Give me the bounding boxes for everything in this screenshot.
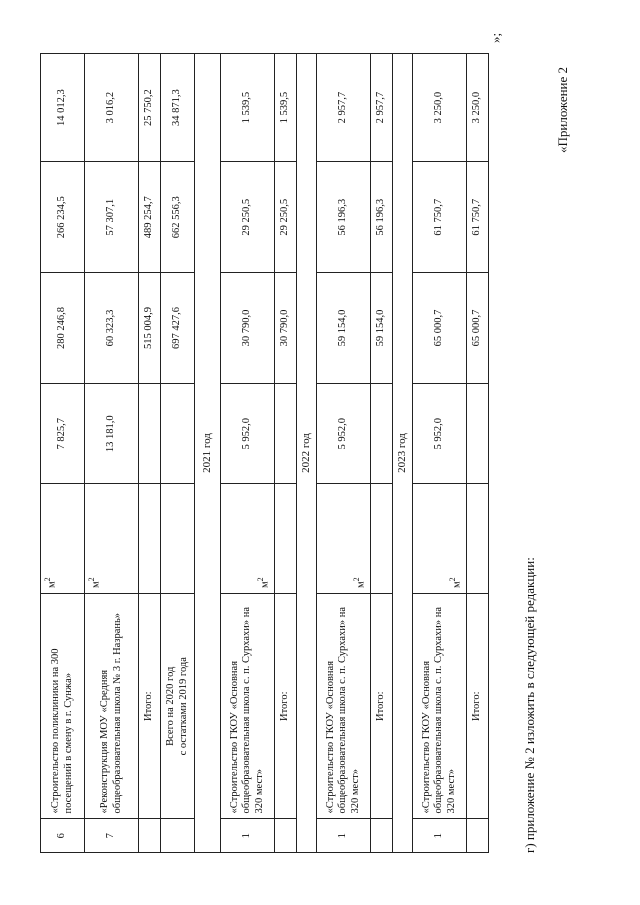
unit-cell: $м^2$	[85, 484, 139, 594]
grand-total-label: Всего на 2020 год с остатками 2019 года	[161, 593, 195, 819]
unit-cell: $м^2$	[221, 484, 275, 594]
table-row	[413, 54, 467, 853]
table-row	[85, 54, 139, 853]
federal-cost-cell: 29 250,5	[275, 162, 297, 273]
regional-cost-cell: 3 016,2	[85, 54, 139, 162]
total-cost-cell: 65 000,7	[467, 273, 489, 384]
regional-cost-cell: 2 957,7	[371, 54, 393, 162]
row-number: 6	[41, 819, 85, 853]
total-cost-cell: 697 427,6	[161, 273, 195, 384]
object-name: «Строительство ГКОУ «Основная общеобразовательная школа с. п. Сурхахи» на 320 мест»	[317, 593, 371, 819]
federal-cost-cell: 61 750,7	[413, 162, 467, 273]
row-number: 1	[317, 819, 371, 853]
federal-cost-cell: 57 307,1	[85, 162, 139, 273]
total-cost-cell: 30 790,0	[221, 273, 275, 384]
federal-cost-cell: 56 196,3	[317, 162, 371, 273]
total-cost-cell: 65 000,7	[413, 273, 467, 384]
unit-cell: $м^2$	[413, 484, 467, 594]
closing-mark: »;	[488, 32, 503, 43]
federal-cost-cell: 266 234,5	[41, 162, 85, 273]
total-row	[275, 54, 297, 853]
table-row	[221, 54, 275, 853]
year-label: 2023 год	[393, 54, 413, 853]
total-row	[139, 54, 161, 853]
total-label: Итого:	[275, 593, 297, 819]
capacity-cell: 5 952,0	[221, 383, 275, 484]
object-name: «Строительство ГКОУ «Основная общеобразовательная школа с. п. Сурхахи» на 320 мест»	[221, 593, 275, 819]
year-header-row	[393, 54, 413, 853]
regional-cost-cell: 34 871,3	[161, 54, 195, 162]
capacity-cell: 5 952,0	[413, 383, 467, 484]
table-row	[317, 54, 371, 853]
total-cost-cell: 30 790,0	[275, 273, 297, 384]
row-number: 7	[85, 819, 139, 853]
total-label: Итого:	[139, 593, 161, 819]
regional-cost-cell: 3 250,0	[413, 54, 467, 162]
year-label: 2021 год	[195, 54, 221, 853]
row-number: 1	[413, 819, 467, 853]
total-cost-cell: 59 154,0	[317, 273, 371, 384]
unit-cell: $м^2$	[317, 484, 371, 594]
total-label: Итого:	[467, 593, 489, 819]
regional-cost-cell: 2 957,7	[317, 54, 371, 162]
regional-cost-cell: 14 012,3	[41, 54, 85, 162]
total-row	[467, 54, 489, 853]
investment-table	[40, 53, 489, 853]
object-name: «Реконструкция МОУ «Средняя общеобразовательная школа № 3 г. Назрань»	[85, 593, 139, 819]
grand-total-row	[161, 54, 195, 853]
federal-cost-cell: 489 254,7	[139, 162, 161, 273]
year-header-row	[297, 54, 317, 853]
total-cost-cell: 280 246,8	[41, 273, 85, 384]
capacity-cell: 7 825,7	[41, 383, 85, 484]
federal-cost-cell: 61 750,7	[467, 162, 489, 273]
total-row	[371, 54, 393, 853]
object-name: «Строительство ГКОУ «Основная общеобразовательная школа с. п. Сурхахи» на 320 мест»	[413, 593, 467, 819]
regional-cost-cell: 1 539,5	[221, 54, 275, 162]
row-number: 1	[221, 819, 275, 853]
total-cost-cell: 515 004,9	[139, 273, 161, 384]
appendix-heading: «Приложение 2	[555, 66, 570, 153]
amendment-instruction: г) приложение № 2 изложить в следующей редакции:	[522, 557, 537, 853]
year-header-row	[195, 54, 221, 853]
capacity-cell: 13 181,0	[85, 383, 139, 484]
regional-cost-cell: 1 539,5	[275, 54, 297, 162]
total-cost-cell: 60 323,3	[85, 273, 139, 384]
year-label: 2022 год	[297, 54, 317, 853]
capacity-cell: 5 952,0	[317, 383, 371, 484]
federal-cost-cell: 662 556,3	[161, 162, 195, 273]
regional-cost-cell: 3 250,0	[467, 54, 489, 162]
total-label: Итого:	[371, 593, 393, 819]
regional-cost-cell: 25 750,2	[139, 54, 161, 162]
total-cost-cell: 59 154,0	[371, 273, 393, 384]
federal-cost-cell: 56 196,3	[371, 162, 393, 273]
table-row	[41, 54, 85, 853]
federal-cost-cell: 29 250,5	[221, 162, 275, 273]
object-name: «Строительство поликлиники на 300 посещений в смену в г. Сунжа»	[41, 593, 85, 819]
unit-cell: $м^2$	[41, 484, 85, 594]
